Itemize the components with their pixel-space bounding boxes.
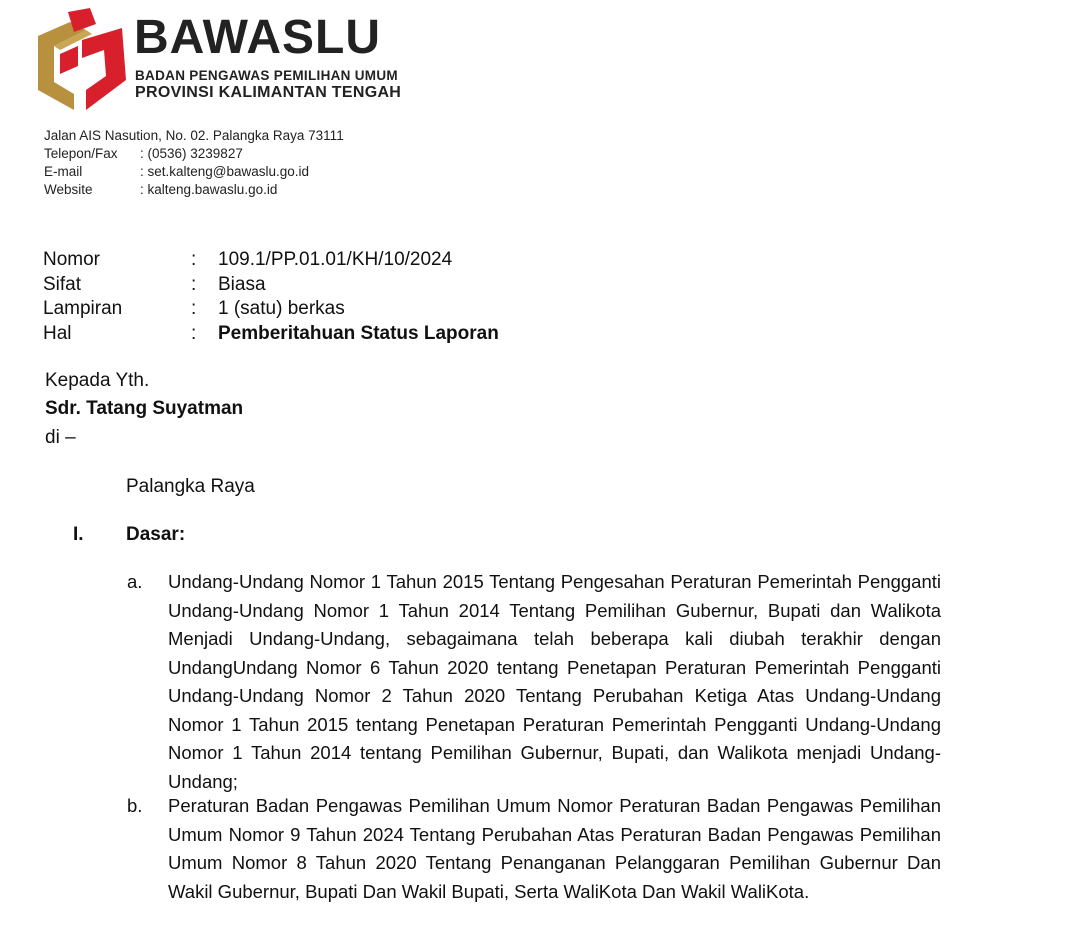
info-label: Hal xyxy=(43,322,72,344)
info-row-lampiran xyxy=(43,297,643,322)
logo-red-inner xyxy=(60,46,78,74)
info-colon: : xyxy=(191,322,197,344)
recipient-greeting: Kepada Yth. xyxy=(45,370,150,391)
info-value-hal: Pemberitahuan Status Laporan xyxy=(218,322,499,344)
info-row-nomor xyxy=(43,248,643,273)
info-row-sifat xyxy=(43,273,643,298)
item-marker-a: a. xyxy=(127,571,143,592)
info-value-nomor: 109.1/PP.01.01/KH/10/2024 xyxy=(218,249,453,270)
email-label: E-mail xyxy=(44,164,83,179)
letter-info xyxy=(43,248,643,348)
email-value: : set.kalteng@bawaslu.go.id xyxy=(140,164,310,179)
dasar-item-a: Undang-Undang Nomor 1 Tahun 2015 Tentang Pengesahan Peraturan Pemerintah Pengganti Undang-Undang Nomor 1 Tahun 2014 Tentang Pemilihan Gubernur, Bupati dan Walikota Menjadi Undang-Undang, sebagaimana telah beberapa kali diubah terakhir dengan UndangUndang Nomor 6 Tahun 2020 tentang Penetapan Peraturan Pemerintah Pengganti Undang-Undang Nomor 2 Tahun 2020 Tentang Perubahan Ketiga Atas Undang-Undang Nomor 1 Tahun 2015 tentang Penetapan Peraturan Pemerintah Pengganti Undang-Undang Nomor 1 Tahun 2014 tentang Pemilihan Gubernur, Bupati, dan Walikota menjadi Undang-Undang; xyxy=(168,571,941,792)
section-number: I. xyxy=(73,524,84,545)
info-label: Sifat xyxy=(43,273,82,295)
info-colon: : xyxy=(191,298,197,319)
contact-block xyxy=(44,127,344,199)
section-title: Dasar: xyxy=(126,524,186,545)
org-name: BAWASLU xyxy=(134,11,381,64)
info-colon: : xyxy=(191,249,197,270)
info-row-hal xyxy=(43,322,643,347)
recipient-name: Sdr. Tatang Suyatman xyxy=(45,398,244,419)
bawaslu-logo xyxy=(30,6,130,114)
info-value-lampiran: 1 (satu) berkas xyxy=(218,298,345,319)
phone-label: Telepon/Fax xyxy=(44,146,118,161)
email-line xyxy=(44,163,344,181)
item-marker-b: b. xyxy=(127,795,143,816)
recipient-at: di – xyxy=(45,427,76,448)
logo-red-right xyxy=(82,28,126,110)
phone-line xyxy=(44,145,344,163)
phone-value: : (0536) 3239827 xyxy=(140,146,243,161)
address-line: Jalan AIS Nasution, No. 02. Palangka Raya 73111 xyxy=(44,128,344,143)
info-label: Nomor xyxy=(43,249,101,270)
website-label: Website xyxy=(44,182,93,197)
org-full-name: BADAN PENGAWAS PEMILIHAN UMUM xyxy=(135,68,398,83)
dasar-item-b: Peraturan Badan Pengawas Pemilihan Umum Nomor Peraturan Badan Pengawas Pemilihan Umum Nomor 9 Tahun 2024 Tentang Perubahan Atas Peraturan Badan Pengawas Pemilihan Umum Nomor 8 Tahun 2020 Tentang Penanganan Pelanggaran Pemilihan Gubernur Dan Wakil Gubernur, Bupati Dan Wakil Bupati, Serta WaliKota Dan Wakil WaliKota. xyxy=(168,795,941,902)
info-value-sifat: Biasa xyxy=(218,273,266,295)
website-value: : kalteng.bawaslu.go.id xyxy=(140,182,278,197)
org-province: PROVINSI KALIMANTAN TENGAH xyxy=(135,84,402,101)
info-colon: : xyxy=(191,273,197,295)
recipient-city: Palangka Raya xyxy=(126,476,255,497)
info-label: Lampiran xyxy=(43,298,123,319)
website-line xyxy=(44,181,344,199)
